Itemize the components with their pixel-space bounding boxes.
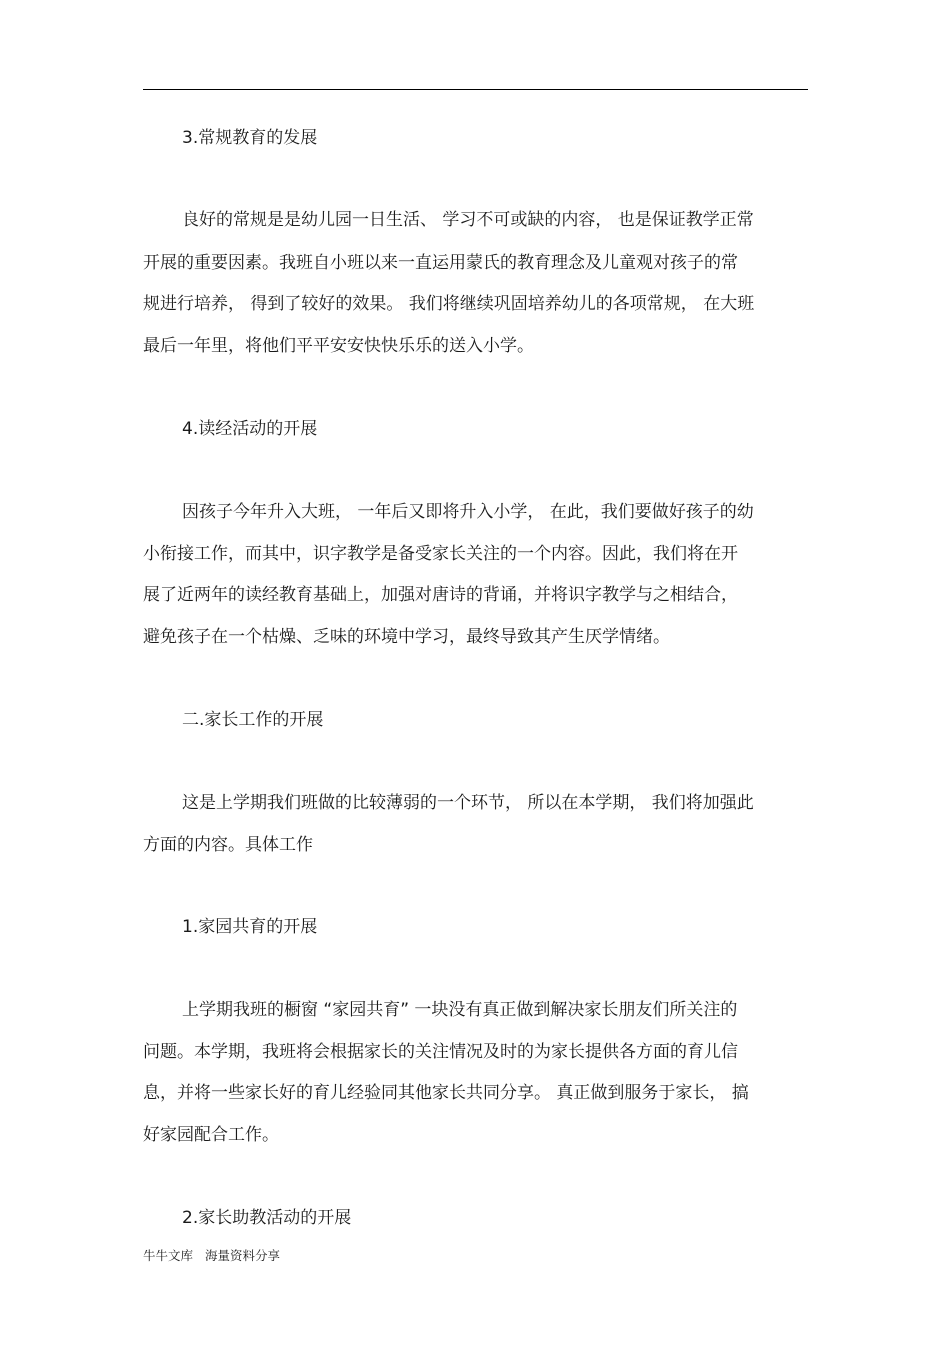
paragraph-line: 良好的常规是是幼儿园一日生活、 学习不可或缺的内容， 也是保证教学正常 [182, 210, 754, 230]
paragraph-line: 展了近两年的读经教育基础上，加强对唐诗的背诵，并将识字教学与之相结合， [143, 585, 738, 605]
paragraph-line: 因孩子今年升入大班， 一年后又即将升入小学， 在此，我们要做好孩子的幼 [182, 502, 754, 522]
paragraph-line: 上学期我班的橱窗 “家园共育” 一块没有真正做到解决家长朋友们所关注的 [182, 1000, 738, 1020]
footer-slogan: 海量资料分享 [205, 1248, 281, 1263]
paragraph-line: 好家园配合工作。 [143, 1125, 279, 1145]
paragraph-line: 小衔接工作，而其中，识字教学是备受家长关注的一个内容。因此，我们将在开 [143, 544, 738, 564]
heading-parent-work: 二.家长工作的开展 [182, 710, 324, 730]
paragraph-line: 最后一年里，将他们平平安安快快乐乐的送入小学。 [143, 336, 534, 356]
footer-brand: 牛牛文库 [143, 1248, 194, 1263]
paragraph-line: 规进行培养， 得到了较好的效果。 我们将继续巩固培养幼儿的各项常规， 在大班 [143, 294, 755, 314]
paragraph-line: 避免孩子在一个枯燥、乏味的环境中学习，最终导致其产生厌学情绪。 [143, 627, 670, 647]
paragraph-line: 方面的内容。具体工作 [143, 835, 313, 855]
paragraph-line: 问题。本学期，我班将会根据家长的关注情况及时的为家长提供各方面的育儿信 [143, 1042, 738, 1062]
paragraph-line: 这是上学期我们班做的比较薄弱的一个环节， 所以在本学期， 我们将加强此 [182, 793, 754, 813]
page-footer [143, 1248, 280, 1264]
heading-parent-assist: 2.家长助教活动的开展 [182, 1208, 352, 1228]
heading-home-school: 1.家园共育的开展 [182, 917, 318, 937]
heading-routine-education: 3.常规教育的发展 [182, 128, 318, 148]
header-rule [143, 89, 808, 90]
paragraph-line: 开展的重要因素。我班自小班以来一直运用蒙氏的教育理念及儿童观对孩子的常 [143, 253, 738, 273]
paragraph-line: 息，并将一些家长好的育儿经验同其他家长共同分享。 真正做到服务于家长， 搞 [143, 1083, 749, 1103]
heading-reading-classics: 4.读经活动的开展 [182, 419, 318, 439]
